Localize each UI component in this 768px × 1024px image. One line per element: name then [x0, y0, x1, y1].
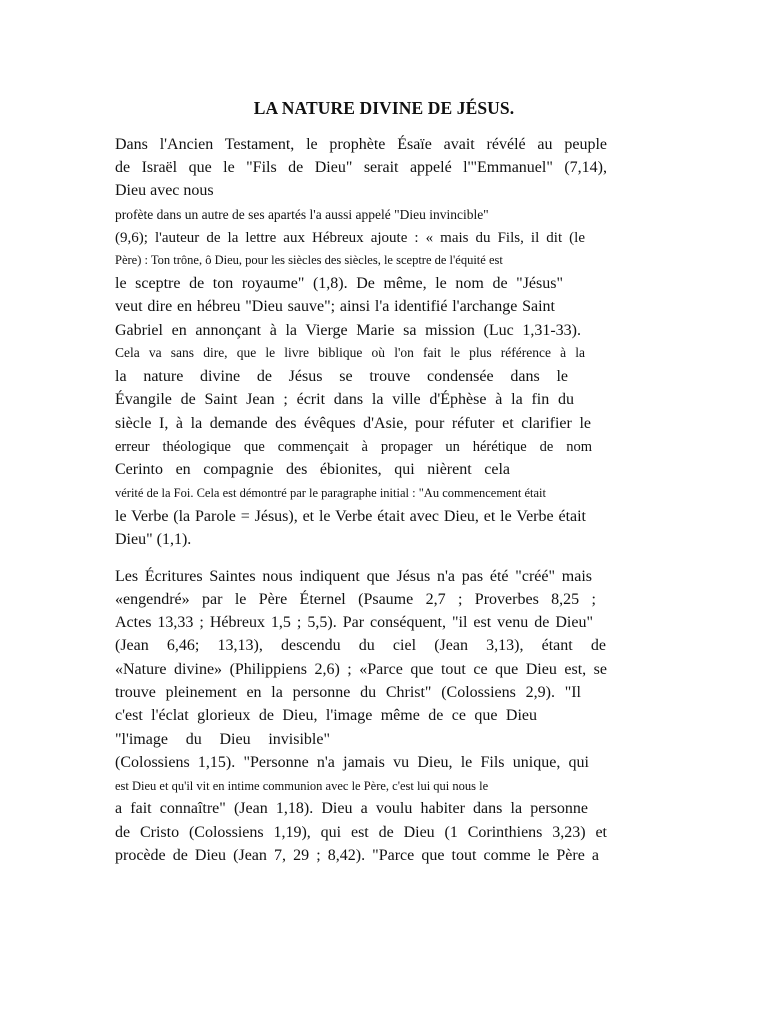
text-line: Père) : Ton trône, ô Dieu, pour les siècles des siècles, le sceptre de l'équité est [115, 253, 503, 267]
text-line: le sceptre de ton royaume" (1,8). De même, le nom de "Jésus" [115, 275, 563, 292]
text-line: Les Écritures Saintes nous indiquent que Jésus n'a pas été "créé" mais [115, 568, 592, 585]
text-line: Évangile de Saint Jean ; écrit dans la ville d'Éphèse à la fin du [115, 391, 574, 408]
text-line: Dieu" (1,1). [115, 531, 192, 548]
text-line: «engendré» par le Père Éternel (Psaume 2,7 ; Proverbes 8,25 ; [115, 591, 596, 608]
text-line: vérité de la Foi. Cela est démontré par le paragraphe initial : "Au commencement était [115, 486, 546, 500]
text-line: de Cristo (Colossiens 1,19), qui est de Dieu (1 Corinthiens 3,23) et [115, 824, 607, 841]
text-line: a fait connaître" (Jean 1,18). Dieu a voulu habiter dans la personne [115, 800, 588, 817]
text-line: profète dans un autre de ses apartés l'a aussi appelé "Dieu invincible" [115, 207, 489, 222]
text-line: le Verbe (la Parole = Jésus), et le Verbe était avec Dieu, et le Verbe était [115, 508, 586, 525]
text-line: Gabriel en annonçant à la Vierge Marie sa mission (Luc 1,31-33). [115, 322, 581, 339]
text-line: c'est l'éclat glorieux de Dieu, l'image même de ce que Dieu [115, 707, 537, 724]
text-line: veut dire en hébreu "Dieu sauve"; ainsi l'a identifié l'archange Saint [115, 298, 555, 315]
text-line: (Colossiens 1,15). "Personne n'a jamais vu Dieu, le Fils unique, qui [115, 754, 589, 771]
text-line: (9,6); l'auteur de la lettre aux Hébreux ajoute : « mais du Fils, il dit (le [115, 230, 585, 246]
text-line: siècle I, à la demande des évêques d'Asie, pour réfuter et clarifier le [115, 415, 591, 432]
text-line: erreur théologique que commençait à propager un hérétique de nom [115, 439, 592, 455]
text-line: est Dieu et qu'il vit en intime communion avec le Père, c'est lui qui nous le [115, 779, 489, 793]
text-line: "l'image du Dieu invisible" [115, 731, 330, 748]
document-title: LA NATURE DIVINE DE JÉSUS. [253, 98, 515, 118]
text-line: Dans l'Ancien Testament, le prophète Ésaïe avait révélé au peuple [115, 136, 607, 153]
text-line: Actes 13,33 ; Hébreux 1,5 ; 5,5). Par conséquent, "il est venu de Dieu" [115, 614, 593, 631]
text-line: Dieu avec nous [115, 182, 214, 199]
text-line: trouve pleinement en la personne du Christ" (Colossiens 2,9). "Il [115, 684, 581, 701]
text-line: la nature divine de Jésus se trouve condensée dans le [115, 368, 568, 385]
text-line: Cerinto en compagnie des ébionites, qui nièrent cela [115, 461, 510, 478]
text-line: Cela va sans dire, que le livre biblique où l'on fait le plus référence à la [115, 345, 585, 360]
text-line: (Jean 6,46; 13,13), descendu du ciel (Jean 3,13), étant de [115, 637, 606, 654]
text-line: procède de Dieu (Jean 7, 29 ; 8,42). "Parce que tout comme le Père a [115, 847, 599, 864]
text-line: «Nature divine» (Philippiens 2,6) ; «Parce que tout ce que Dieu est, se [115, 661, 607, 678]
text-line: de Israël que le "Fils de Dieu" serait appelé l'"Emmanuel" (7,14), [115, 159, 607, 176]
